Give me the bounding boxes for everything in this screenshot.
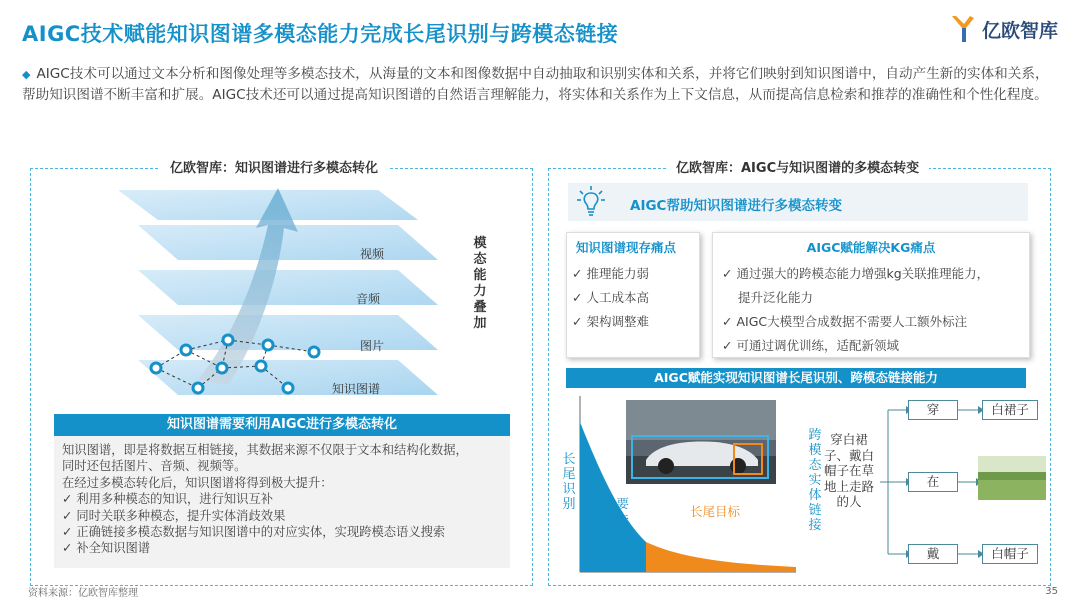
desc-line-1: 知识图谱，即是将数据互相链接，其数据来源不仅限于文本和结构化数据， bbox=[62, 443, 468, 457]
desc-line-2: 同时还包括图片、音频、视频等。 bbox=[62, 459, 247, 474]
layer-label-video: 视频 bbox=[360, 247, 385, 261]
check-icon: ✓ bbox=[722, 314, 733, 329]
logo-text: 亿欧智库 bbox=[981, 19, 1058, 42]
check-icon: ✓ bbox=[572, 290, 583, 305]
check-icon: ✓ bbox=[62, 508, 73, 523]
check-icon: ✓ bbox=[62, 541, 73, 556]
cross-modal-link-label: 跨模态实体链接 bbox=[808, 428, 822, 533]
pain-points-title: 知识图谱现存痛点 bbox=[576, 240, 677, 255]
layer-label-image: 图片 bbox=[360, 339, 385, 353]
page-title: AIGC技术赋能知识图谱多模态能力完成长尾识别与跨模态链接 bbox=[22, 22, 619, 46]
word-box-wear-hat: 戴 bbox=[908, 544, 958, 564]
grass-photo bbox=[978, 456, 1046, 500]
word-box-at: 在 bbox=[908, 472, 958, 492]
page-number: 35 bbox=[1045, 586, 1058, 597]
list-item: ✓ 正确链接多模态数据与知识图谱中的对应实体，实现跨模态语义搜索 bbox=[62, 525, 446, 540]
tail-area bbox=[646, 542, 796, 572]
main-target-label-2: 目标 bbox=[604, 513, 630, 528]
check-icon: ✓ bbox=[62, 525, 73, 540]
intro-text: AIGC技术可以通过文本分析和图像处理等多模态技术，从海量的文本和图像数据中自动抽取和识别实体和关系，并将它们映射到知识图谱中，自动产生新的实体和关系，帮助知识图谱不断丰富和扩展。AIGC技术还可以通过提高知识图谱的自然语言理解能力，将实体和关系作为上下文信息，从而提高信息检索和推荐的准确性和个性化程度。 bbox=[22, 66, 1049, 103]
source-note: 资料来源：亿欧智库整理 bbox=[28, 588, 138, 599]
diamond-bullet-icon: ◆ bbox=[22, 68, 31, 81]
check-icon: ✓ bbox=[572, 314, 583, 329]
list-item: ✓ 补全知识图谱 bbox=[62, 541, 151, 556]
list-item: ✓ 人工成本高 bbox=[572, 290, 649, 305]
check-icon: ✓ bbox=[722, 338, 733, 353]
car-photo bbox=[626, 400, 776, 484]
check-icon: ✓ bbox=[572, 266, 583, 281]
left-section-bar: 知识图谱需要利用AIGC进行多模态转化 bbox=[54, 414, 510, 436]
main-target-label-1: 主要 bbox=[604, 496, 630, 511]
list-item: ✓ 可通过调优训练，适配新领域 bbox=[722, 338, 899, 353]
left-description-box bbox=[54, 436, 510, 568]
intro-paragraph bbox=[22, 64, 1058, 105]
list-item: ✓ 利用多种模态的知识，进行知识互补 bbox=[62, 492, 274, 507]
list-item: ✓ AIGC大模型合成数据不需要人工额外标注 bbox=[722, 314, 968, 329]
list-item: ✓ 同时关联多种模态，提升实体消歧效果 bbox=[62, 508, 286, 523]
solutions-title: AIGC赋能解决KG痛点 bbox=[806, 240, 936, 255]
layer-label-knowledge-graph: 知识图谱 bbox=[332, 382, 381, 396]
desc-line-3: 在经过多模态转化后，知识图谱将得到极大提升： bbox=[62, 475, 333, 490]
long-tail-axis-label: 长尾识别 bbox=[562, 452, 576, 512]
list-item-continued: 提升泛化能力 bbox=[738, 290, 814, 305]
target-box-white-dress: 白裙子 bbox=[982, 400, 1038, 420]
check-icon: ✓ bbox=[62, 492, 73, 507]
right-panel-title: 亿欧智库：AIGC与知识图谱的多模态转变 bbox=[666, 157, 929, 176]
tail-target-label: 长尾目标 bbox=[690, 504, 741, 519]
layer-label-audio: 音频 bbox=[356, 292, 381, 306]
query-sentence: 穿白裙子、戴白帽子在草地上走路的人 bbox=[824, 432, 875, 509]
help-title: AIGC帮助知识图谱进行多模态转变 bbox=[630, 198, 842, 214]
check-icon: ✓ bbox=[722, 266, 733, 281]
layer-video bbox=[138, 225, 438, 260]
logo-icon bbox=[950, 14, 976, 44]
layer-diagram bbox=[78, 180, 498, 410]
left-panel-title: 亿欧智库：知识图谱进行多模态转化 bbox=[160, 157, 388, 176]
modal-stack-label: 模态能力叠加 bbox=[473, 236, 487, 331]
list-item: ✓ 推理能力弱 bbox=[572, 266, 649, 281]
logo bbox=[950, 14, 1058, 44]
target-box-white-hat: 白帽子 bbox=[982, 544, 1038, 564]
word-box-wear: 穿 bbox=[908, 400, 958, 420]
lightbulb-icon bbox=[576, 185, 606, 219]
list-item: ✓ 通过强大的跨模态能力增强kg关联推理能力， bbox=[722, 266, 990, 281]
list-item: ✓ 架构调整难 bbox=[572, 314, 649, 329]
capability-bar: AIGC赋能实现知识图谱长尾识别、跨模态链接能力 bbox=[566, 368, 1026, 388]
layer-audio bbox=[138, 270, 438, 305]
